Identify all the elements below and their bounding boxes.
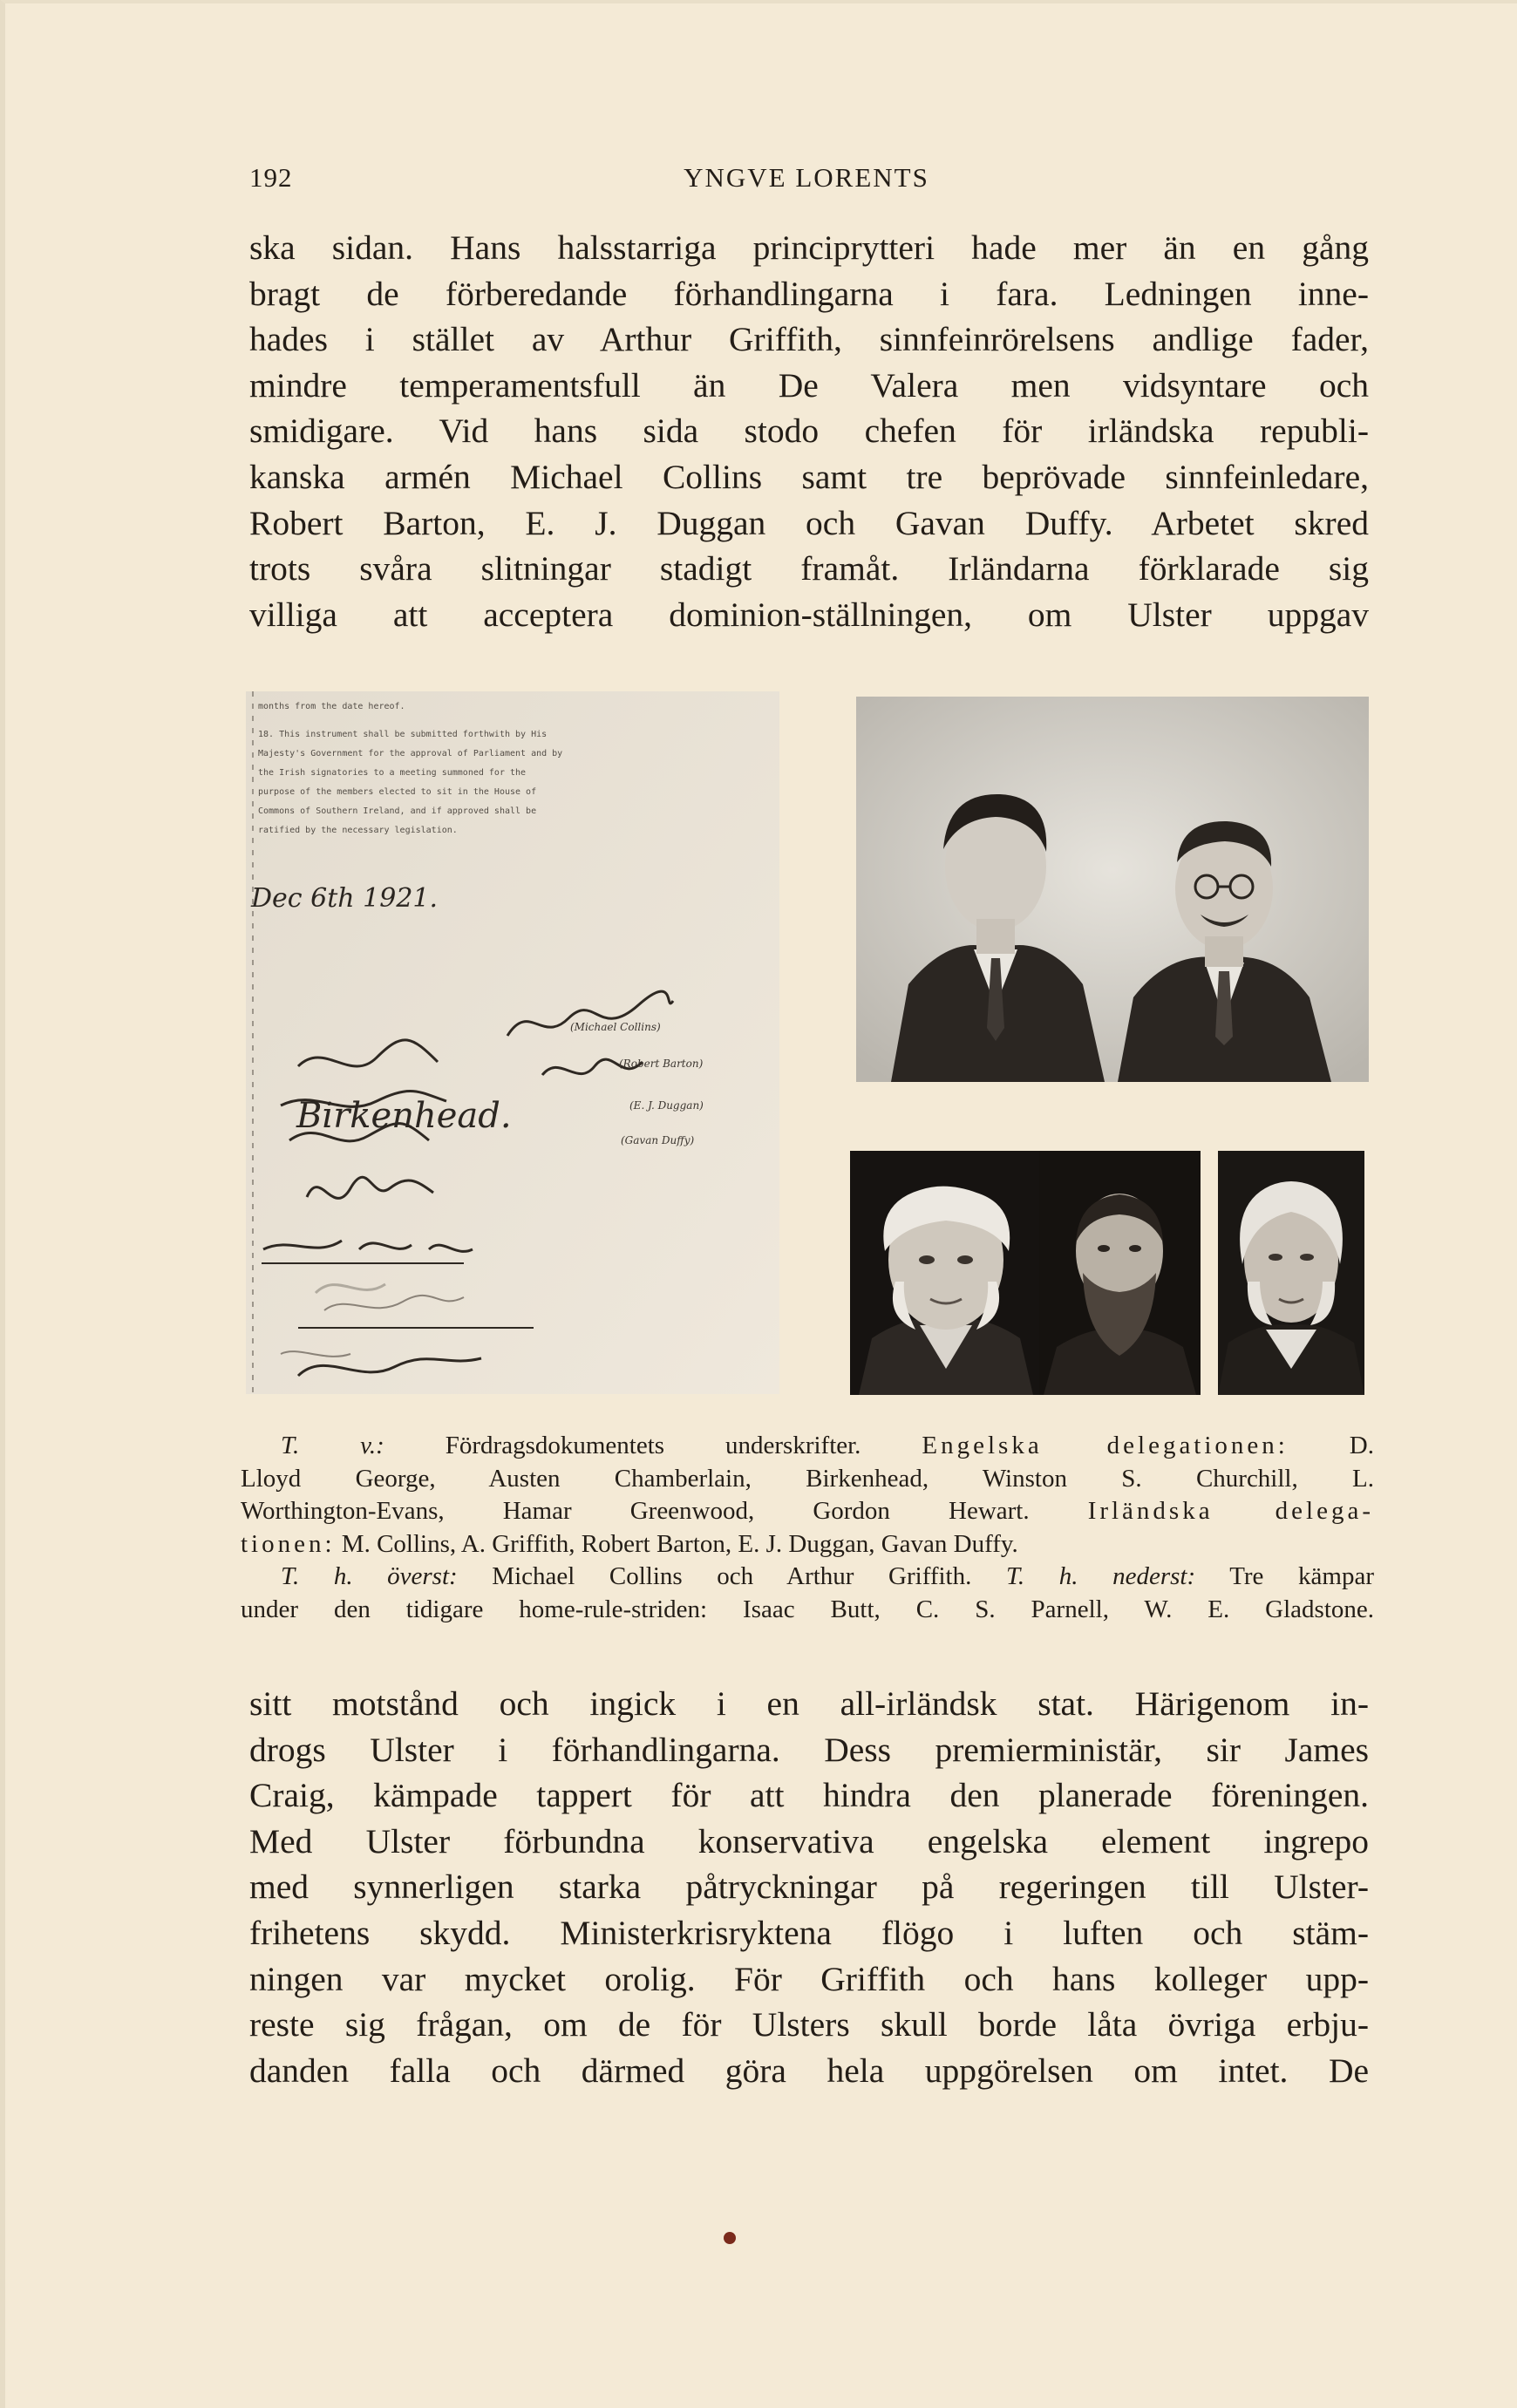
text-line: Craig, kämpade tappert för att hindra den planerade föreningen.: [249, 1776, 1369, 1815]
text-line: smidigare. Vid hans sida stodo chefen för irländska republi-: [249, 412, 1369, 451]
delegate-name: (Gavan Duffy): [621, 1134, 695, 1146]
treaty-date: Dec 6th 1921.: [251, 883, 439, 914]
treaty-document-photo: [246, 691, 779, 1394]
caption-line: T. h. överst: Michael Collins och Arthur Griffith. T. h. nederst: Tre kämpar: [281, 1562, 1374, 1591]
typed-line: ratified by the necessary legislation.: [258, 826, 458, 835]
text-line: hades i stället av Arthur Griffith, sinnfeinrörelsens andlige fader,: [249, 320, 1369, 359]
typed-line: the Irish signatories to a meeting summoned for the: [258, 768, 527, 778]
page-number: 192: [249, 162, 293, 193]
text-line: Robert Barton, E. J. Duggan och Gavan Duffy. Arbetet skred: [249, 503, 1369, 542]
gladstone-portrait: [1218, 1151, 1364, 1395]
typed-line: purpose of the members elected to sit in the House of: [258, 787, 537, 797]
text-line: trots svåra slitningar stadigt framåt. Irländarna förklarade sig: [249, 549, 1369, 588]
caption-line: T. v.: Fördragsdokumentets underskrifter. Engelska delegationen: D.: [281, 1432, 1375, 1459]
text-line: reste sig frågan, om de för Ulsters skull borde låta övriga erbju-: [249, 2005, 1369, 2044]
running-head: [249, 162, 1364, 197]
isaac-butt-portrait: [850, 1151, 1042, 1395]
caption-line: under den tidigare home-rule-striden: Isaac Butt, C. S. Parnell, W. E. Gladstone.: [241, 1595, 1374, 1623]
delegate-name: (E. J. Duggan): [629, 1099, 704, 1112]
text-line: mindre temperamentsfull än De Valera men vidsyntare och: [249, 365, 1369, 405]
collins-griffith-image: [856, 697, 1369, 1082]
text-line: med synnerligen starka påtryckningar på regeringen till Ulster-: [249, 1867, 1369, 1907]
text-line: kanska armén Michael Collins samt tre beprövade sinnfeinledare,: [249, 457, 1369, 496]
ink-spot: [724, 2232, 736, 2244]
text-line: danden falla och därmed göra hela uppgörelsen om intet. De: [249, 2051, 1369, 2090]
gladstone-image: [1218, 1151, 1364, 1395]
delegate-name: (Michael Collins): [570, 1021, 661, 1033]
signature-birkenhead: Birkenhead.: [296, 1096, 512, 1136]
caption-line: Worthington-Evans, Hamar Greenwood, Gordon Hewart. Irländska delega-: [241, 1497, 1374, 1526]
isaac-butt-image: [850, 1151, 1042, 1395]
text-line: frihetens skydd. Ministerkrisryktena flögo i luften och stäm-: [249, 1913, 1369, 1952]
text-line: villiga att acceptera dominion-ställningen, om Ulster uppgav: [249, 595, 1369, 634]
typed-line: Commons of Southern Ireland, and if approved shall be: [258, 806, 537, 816]
text-line: bragt de förberedande förhandlingarna i fara. Ledningen inne-: [249, 274, 1369, 313]
body-text-top: [249, 225, 1369, 637]
collins-griffith-photo: [856, 697, 1369, 1082]
caption-label: T. v.:: [281, 1432, 384, 1459]
typed-line: months from the date hereof.: [258, 702, 405, 711]
running-title: YNGVE LORENTS: [684, 162, 929, 193]
parnell-image: [1039, 1151, 1201, 1395]
typed-line: Majesty's Government for the approval of Parliament and by: [258, 749, 563, 758]
caption-line: Lloyd George, Austen Chamberlain, Birkenhead, Winston S. Churchill, L.: [241, 1464, 1374, 1493]
body-text-bottom: [249, 1681, 1369, 2093]
typed-line: 18. This instrument shall be submitted forthwith by His: [258, 730, 548, 739]
figure-caption: [241, 1430, 1374, 1627]
caption-line: tionen: M. Collins, A. Griffith, Robert Barton, E. J. Duggan, Gavan Duffy.: [241, 1529, 1018, 1558]
text-line: ska sidan. Hans halsstarriga principrytteri hade mer än en gång: [249, 228, 1369, 267]
text-line: ningen var mycket orolig. För Griffith och hans kolleger upp-: [249, 1959, 1369, 1998]
delegate-name: (Robert Barton): [619, 1058, 704, 1070]
text-line: drogs Ulster i förhandlingarna. Dess premierministär, sir James: [249, 1730, 1369, 1769]
text-line: sitt motstånd och ingick i en all-irländsk stat. Härigenom in-: [249, 1684, 1369, 1723]
parnell-portrait: [1039, 1151, 1201, 1395]
text-line: Med Ulster förbundna konservativa engelska element ingrepo: [249, 1821, 1369, 1860]
